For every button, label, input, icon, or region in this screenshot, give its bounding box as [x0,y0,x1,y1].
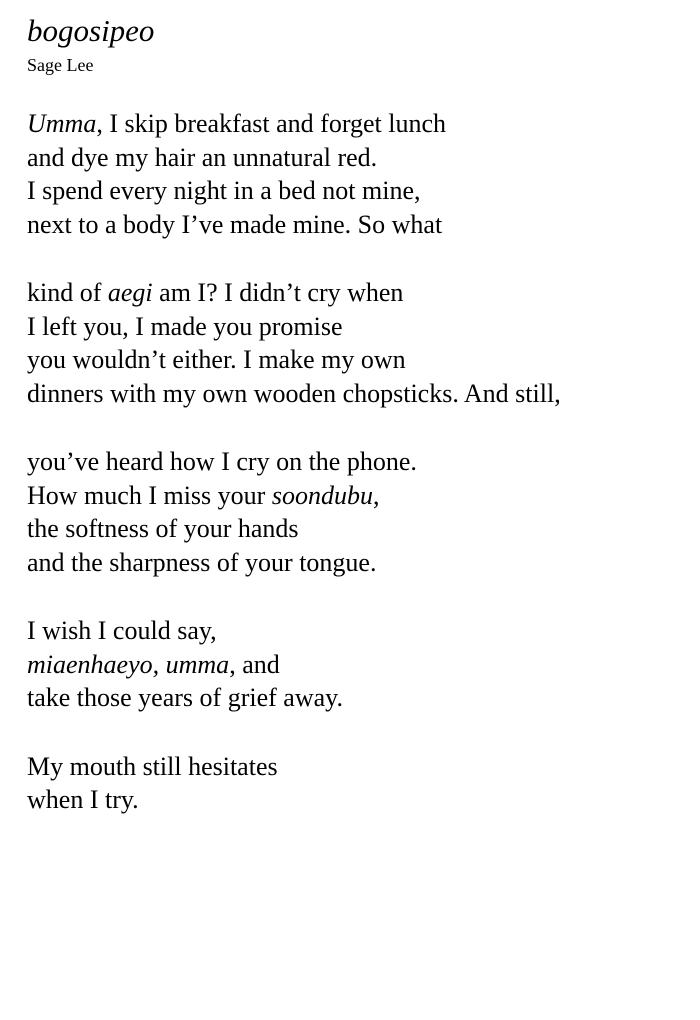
poem-line [27,512,700,546]
line-text: , [372,480,380,510]
stanza [27,276,700,410]
poem-line [27,614,700,648]
line-text: and dye my hair an unnatural red. [27,142,378,172]
poem-line [27,343,700,377]
poem-line [27,141,700,175]
poem-line [27,681,700,715]
poem-line [27,783,700,817]
line-text: you’ve heard how I cry on the phone. [27,447,417,476]
line-text: next to a body I’ve made mine. So what [27,209,443,239]
poem-line [27,107,700,141]
poem-line [27,648,700,682]
line-text: and the sharpness of your tongue. [27,547,377,577]
italic-word: soondubu [271,480,373,510]
poem-author: Sage Lee [27,55,94,75]
poem-line [27,377,700,411]
line-text: dinners with my own wooden chopsticks. And still, [27,378,561,408]
line-text: I wish I could say, [27,616,217,645]
line-text: the softness of your hands [27,514,299,543]
poem-line [27,750,700,784]
poem-line [27,276,700,310]
poem-line [27,546,700,580]
line-text: My mouth still hesitates [27,751,278,781]
line-text: , and [229,649,280,679]
line-text: when I try. [27,785,139,814]
line-text: , I skip breakfast and forget lunch [96,109,447,138]
stanza [27,107,700,241]
line-text: am I? I didn’t cry when [152,278,404,307]
poem-line [27,479,700,513]
line-text: take those years of grief away. [27,683,343,712]
line-text: I left you, I made you promise [27,311,343,341]
italic-word: miaenhaeyo, umma [27,649,230,679]
poem-title: bogosipeo [27,13,155,48]
poem-line [27,174,700,208]
poem-line [27,208,700,242]
stanza [27,614,700,715]
stanza [27,750,700,817]
italic-word: Umma [27,109,97,138]
poem-line [27,310,700,344]
poem-line [27,445,700,479]
poem-body [27,107,700,817]
line-text: kind of [27,278,108,307]
stanza [27,445,700,579]
italic-word: aegi [107,278,153,307]
line-text: How much I miss your [27,480,272,510]
line-text: I spend every night in a bed not mine, [27,176,421,205]
line-text: you wouldn’t either. I make my own [27,345,406,374]
